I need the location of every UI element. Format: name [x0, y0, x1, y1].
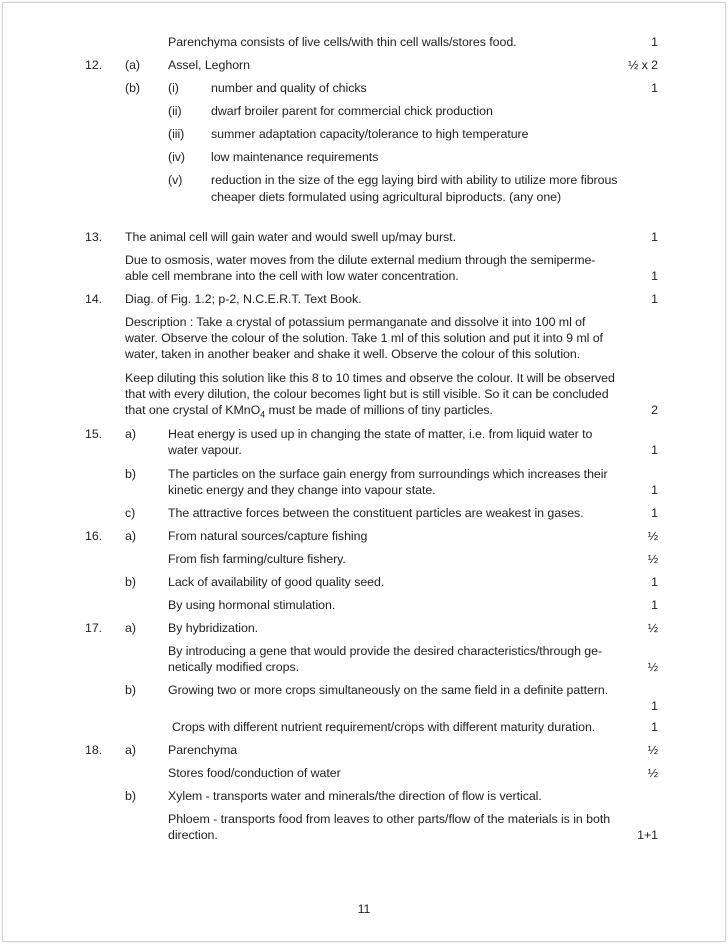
q12-item-v-continued: cheaper diets formulated using agricultural biproducts. (any one) [211, 190, 562, 204]
q14-desc-mark: 2 [651, 403, 658, 417]
q12-item-label: (v) [168, 173, 183, 187]
q16-b-mark: 1 [651, 575, 658, 589]
q17-a-label: a) [125, 621, 136, 635]
q14-desc-text: water. Observe the colour of the solution. Take 1 ml of this solution and put it into 9 ml of [125, 331, 603, 345]
q14-desc-text: water, taken in another beaker and shake it well. Observe the colour of this solution. [125, 347, 581, 361]
q12-item-text: reduction in the size of the egg laying bird with ability to utilize more fibrous [211, 173, 618, 187]
q14-last-subscript: 4 [260, 409, 266, 420]
q14-desc-text: that with every dilution, the colour becomes light but is still visible. So it can be concluded [125, 387, 609, 401]
q15-b-text: kinetic energy and they change into vapour state. [168, 483, 436, 497]
q18-b-text: Xylem - transports water and minerals/the direction of flow is vertical. [168, 789, 542, 803]
q12-a-mark: ½ x 2 [627, 58, 658, 72]
q13-text: able cell membrane into the cell with low water concentration. [125, 269, 459, 283]
q18-b-text: direction. [168, 828, 218, 842]
q16-b-text: Lack of availability of good quality seed. [168, 575, 385, 589]
q12-a-label: (a) [125, 58, 140, 72]
q12-item-text: number and quality of chicks [211, 81, 367, 95]
q17-a-text: By hybridization. [168, 621, 259, 635]
q12-item-label: (ii) [168, 104, 182, 118]
q18-b-text: Phloem - transports food from leaves to other parts/flow of the materials is in both [168, 812, 611, 826]
q15-a-mark: 1 [651, 443, 658, 457]
q13-number: 13. [85, 230, 103, 244]
q12-item-label: (iii) [168, 127, 185, 141]
q16-number: 16. [85, 529, 103, 543]
q16-a-mark: ½ [647, 529, 658, 543]
q16-b-label: b) [125, 575, 136, 589]
q18-a-text: Parenchyma [168, 743, 238, 757]
q18-b-mark: 1+1 [637, 828, 658, 842]
q17-a-mark: ½ [647, 660, 658, 674]
q11-end-text: Parenchyma consists of live cells/with thin cell walls/stores food. [168, 35, 517, 49]
q12-a-text: Assel, Leghorn [168, 58, 250, 72]
q15-a-text: water vapour. [168, 443, 242, 457]
q16-b-text: By using hormonal stimulation. [168, 598, 336, 612]
q17-b-mark: 1 [651, 720, 658, 734]
q13-text: Due to osmosis, water moves from the dilute external medium through the semiperme- [125, 253, 596, 267]
q18-b-label: b) [125, 789, 136, 803]
q16-a-text: From fish farming/culture fishery. [168, 552, 346, 566]
q14-desc-text: Description : Take a crystal of potassium permanganate and dissolve it into 100 ml of [125, 315, 586, 329]
q12-number: 12. [85, 58, 103, 72]
q16-b-mark: 1 [651, 598, 658, 612]
q12-item-text: summer adaptation capacity/tolerance to high temperature [211, 127, 529, 141]
q15-a-label: a) [125, 427, 136, 441]
q16-a-label: a) [125, 529, 136, 543]
q13-mark: 1 [651, 230, 658, 244]
q17-a-mark: ½ [647, 621, 658, 635]
q18-a-label: a) [125, 743, 136, 757]
q13-text: The animal cell will gain water and would swell up/may burst. [125, 230, 456, 244]
q17-number: 17. [85, 621, 103, 635]
page-number: 11 [357, 902, 371, 916]
q15-number: 15. [85, 427, 103, 441]
q12-item-label: (iv) [168, 150, 186, 164]
q15-a-text: Heat energy is used up in changing the state of matter, i.e. from liquid water to [168, 427, 593, 441]
q18-number: 18. [85, 743, 103, 757]
q16-a-text: From natural sources/capture fishing [168, 529, 368, 543]
q12-b-mark: 1 [651, 81, 658, 95]
q13-mark: 1 [651, 269, 658, 283]
q14-desc-text: Keep diluting this solution like this 8 to 10 times and observe the colour. It will be observed [125, 371, 615, 385]
q15-c-mark: 1 [651, 506, 658, 520]
q14-mark: 1 [651, 292, 658, 306]
q11-end-mark: 1 [651, 35, 658, 49]
q14-text: Diag. of Fig. 1.2; p-2, N.C.E.R.T. Text Book. [125, 292, 362, 306]
q16-a-mark: ½ [647, 552, 658, 566]
q12-item-text: dwarf broiler parent for commercial chick production [211, 104, 493, 118]
q15-b-text: The particles on the surface gain energy from surroundings which increases their [168, 467, 608, 481]
q15-c-text: The attractive forces between the constituent particles are weakest in gases. [168, 506, 584, 520]
q17-b-text: Crops with different nutrient requirement/crops with different maturity duration. [172, 720, 596, 734]
q18-a-text: Stores food/conduction of water [168, 766, 341, 780]
q17-a-text: netically modified crops. [168, 660, 299, 674]
q15-b-mark: 1 [651, 483, 658, 497]
q18-a-mark: ½ [647, 743, 658, 757]
q12-b-label: (b) [125, 81, 140, 95]
q14-desc-last-text [125, 402, 493, 418]
q14-last-pre: that one crystal of KMnO [125, 403, 261, 417]
q12-item-label: (i) [168, 81, 179, 95]
q18-a-mark: ½ [647, 766, 658, 780]
q14-last-post: must be made of millions of tiny particles. [265, 403, 493, 417]
q17-b-mark: 1 [651, 699, 658, 713]
q12-item-text: low maintenance requirements [211, 150, 379, 164]
q17-b-label: b) [125, 683, 136, 697]
q14-number: 14. [85, 292, 103, 306]
q17-a-text: By introducing a gene that would provide the desired characteristics/through ge- [168, 644, 603, 658]
q17-b-text: Growing two or more crops simultaneously on the same field in a definite pattern. [168, 683, 609, 697]
q15-b-label: b) [125, 467, 136, 481]
q15-c-label: c) [125, 506, 136, 520]
